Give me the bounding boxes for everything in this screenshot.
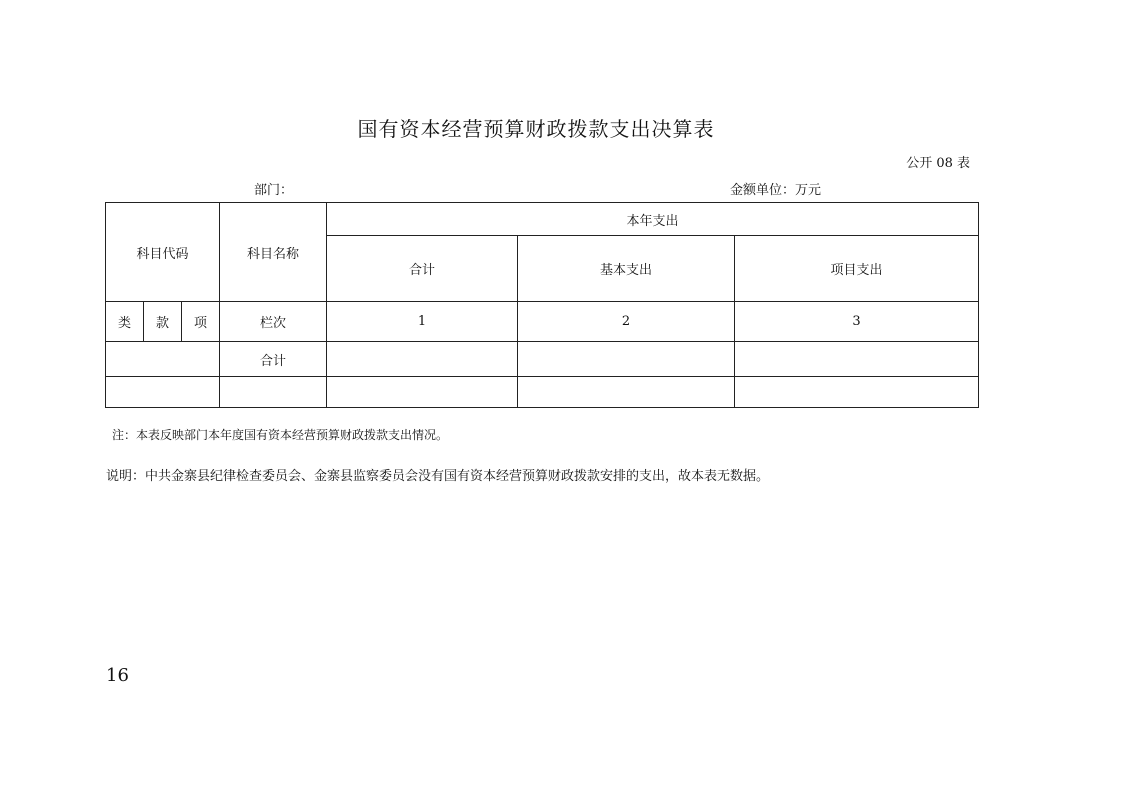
department-label: 部门：: [254, 183, 294, 198]
table-header-row: [106, 203, 979, 236]
expenditure-table: [105, 202, 979, 408]
table-row: [106, 377, 979, 408]
header-subject-code: 科目代码: [106, 203, 220, 302]
table-total-row: [106, 342, 979, 377]
page-number: 16: [106, 665, 129, 686]
table-cell: [106, 342, 220, 377]
header-project-expenditure: 项目支出: [735, 236, 979, 302]
header-subject-name: 科目名称: [220, 203, 327, 302]
table-cell: [220, 377, 327, 408]
table-cell: [327, 342, 518, 377]
amount-unit-label: 金额单位：万元: [730, 183, 822, 198]
column-number-3: 3: [735, 302, 979, 342]
table-cell: [106, 377, 220, 408]
header-current-year-expenditure: 本年支出: [327, 203, 979, 236]
table-column-number-row: [106, 302, 979, 342]
header-lei: 类: [106, 302, 144, 342]
header-lanci: 栏次: [220, 302, 327, 342]
header-kuan: 款: [144, 302, 182, 342]
table-cell: [327, 377, 518, 408]
header-xiang: 项: [182, 302, 220, 342]
table-note: 注：本表反映部门本年度国有资本经营预算财政拨款支出情况。: [112, 428, 449, 442]
header-basic-expenditure: 基本支出: [518, 236, 735, 302]
table-cell: [735, 377, 979, 408]
column-number-2: 2: [518, 302, 735, 342]
total-row-label: 合计: [220, 342, 327, 377]
column-number-1: 1: [327, 302, 518, 342]
header-total: 合计: [327, 236, 518, 302]
explanation-text: 说明：中共金寨县纪律检查委员会、金寨县监察委员会没有国有资本经营预算财政拨款安排的支出，故本表无数据。: [106, 469, 770, 484]
table-number: 公开 08 表: [906, 156, 970, 171]
page-title: 国有资本经营预算财政拨款支出决算表: [357, 117, 715, 141]
table-cell: [518, 377, 735, 408]
table-cell: [518, 342, 735, 377]
table-cell: [735, 342, 979, 377]
